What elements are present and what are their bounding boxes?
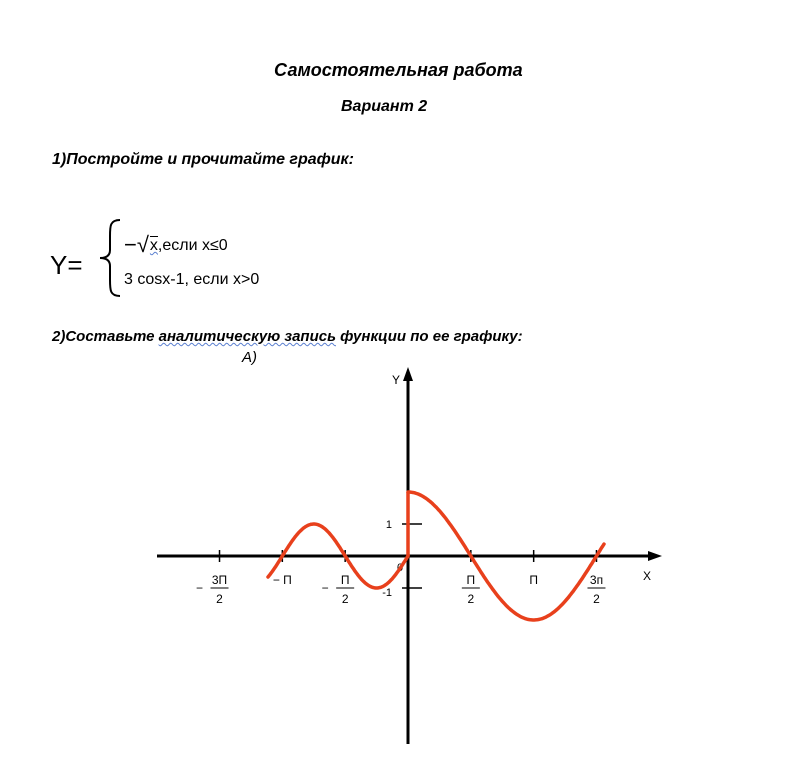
- x-tick-numerator: П: [466, 573, 476, 587]
- x-tick-numerator: 3П: [211, 573, 228, 587]
- task-2-part-1: 2)Составьте: [52, 328, 159, 345]
- subtask-a-label: А): [242, 349, 257, 366]
- x-tick-denominator: 2: [216, 592, 223, 606]
- origin-label: 0: [397, 562, 404, 574]
- minus-sqrt-sign: −√: [124, 232, 149, 257]
- y-axis-label: Y: [392, 373, 401, 387]
- x-tick-numerator: П: [340, 573, 350, 587]
- x-tick-sign: −: [196, 581, 204, 595]
- variant-heading: Вариант 2: [341, 98, 428, 115]
- sqrt-argument: x: [149, 237, 158, 254]
- x-tick-denominator: 2: [593, 592, 600, 606]
- x-tick-sign: −: [321, 581, 329, 595]
- y-tick-label: 1: [385, 519, 392, 531]
- x-axis-label: X: [643, 569, 652, 583]
- piecewise-case-2: 3 cosx-1, если x>0: [124, 271, 260, 288]
- y-axis-arrow: [403, 367, 413, 381]
- y-tick-label: -1: [382, 587, 392, 599]
- x-axis-arrow: [648, 551, 662, 561]
- x-tick-numerator: 3п: [589, 573, 604, 587]
- case-1-condition: ,если x≤0: [157, 237, 228, 254]
- x-tick-label: П: [529, 573, 538, 587]
- page-title: Самостоятельная работа: [274, 60, 523, 80]
- task-1-heading: 1)Постройте и прочитайте график:: [52, 151, 354, 168]
- task-2-part-2: функции по ее графику:: [335, 328, 523, 345]
- task-2-spellcheck-text: аналитическую запись: [158, 328, 336, 345]
- x-tick-label: − П: [272, 573, 292, 587]
- x-tick-denominator: 2: [341, 592, 349, 606]
- function-name: Y=: [50, 250, 83, 280]
- x-tick-denominator: 2: [467, 592, 475, 606]
